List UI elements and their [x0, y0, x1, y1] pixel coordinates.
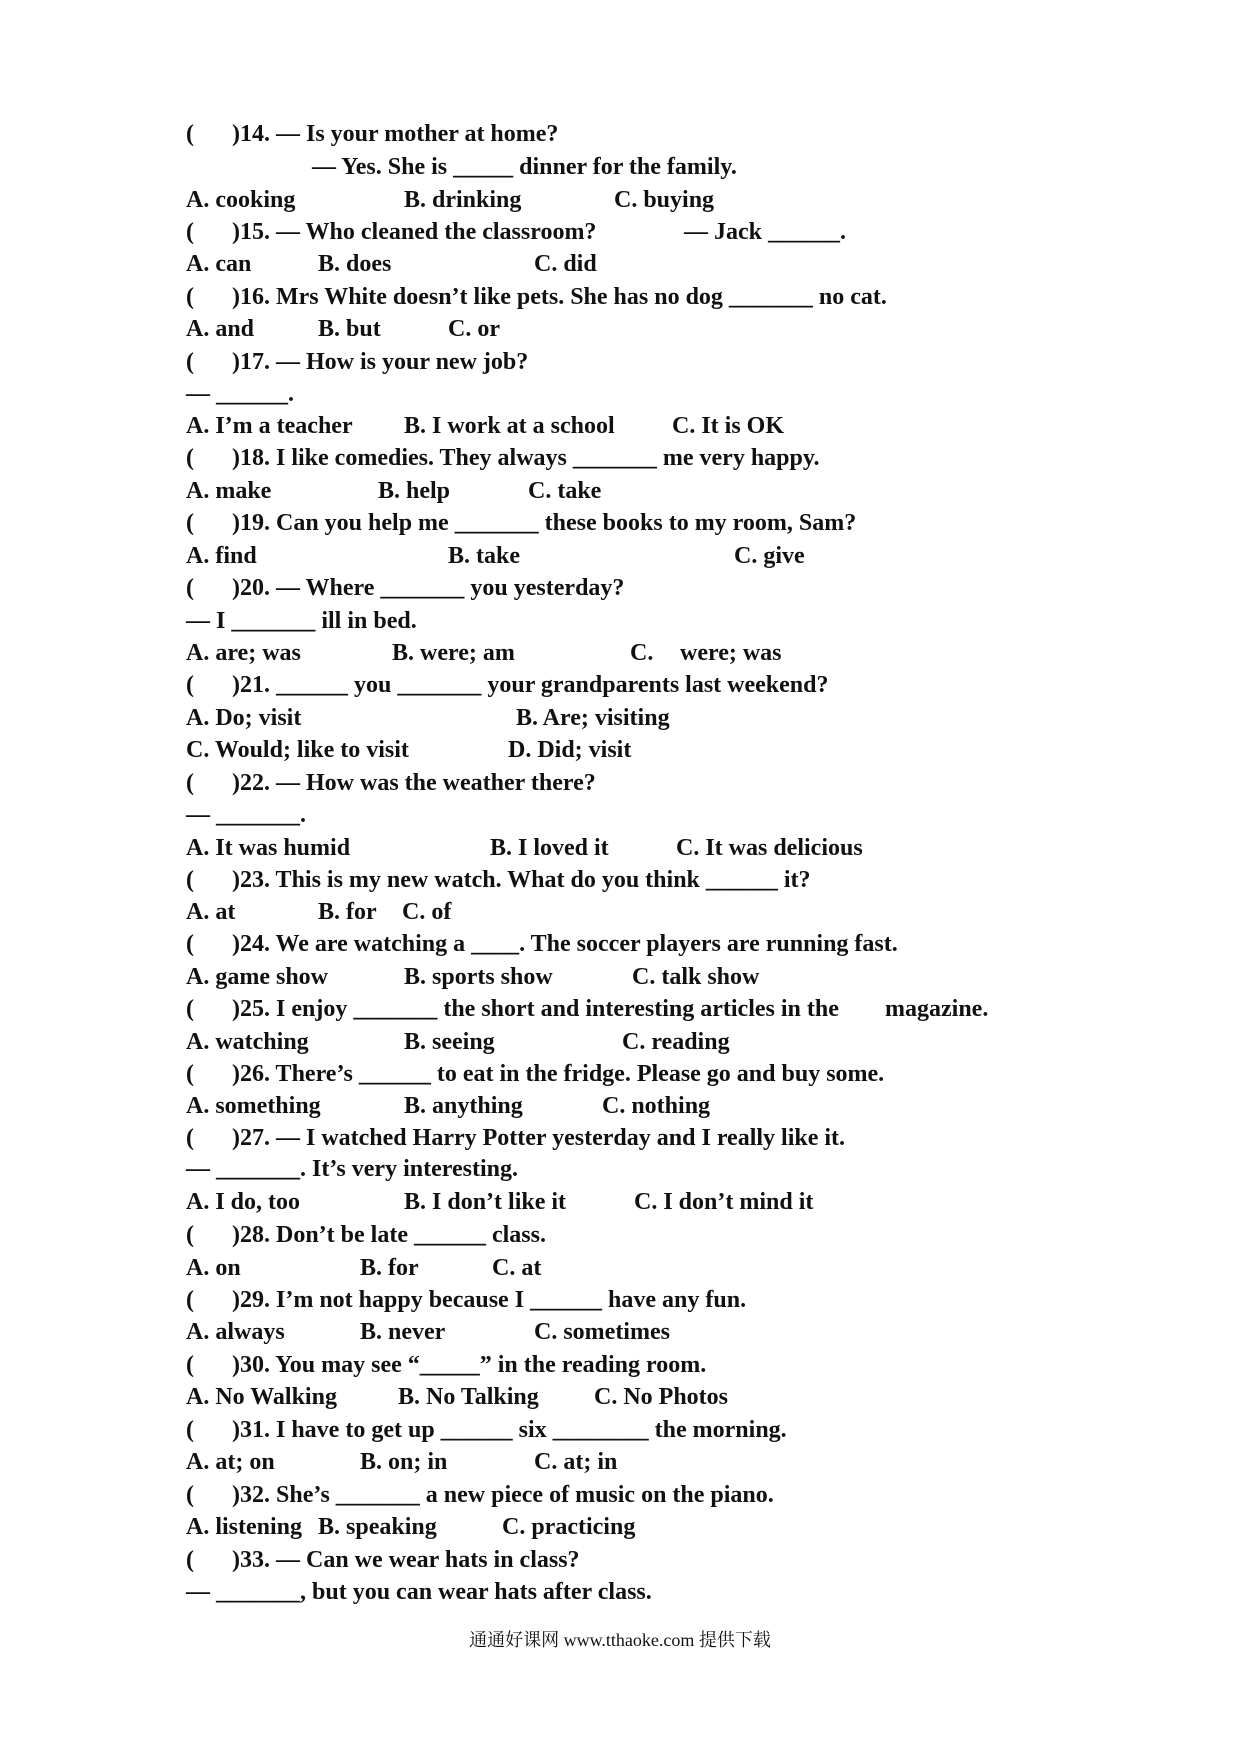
- option-a: A. Do; visit: [186, 705, 302, 731]
- option-b: B. drinking: [404, 187, 522, 213]
- answer-paren: (: [186, 510, 194, 536]
- question-14-dialogue: — Yes. She is _____ dinner for the family.: [312, 154, 737, 180]
- option-c: C. nothing: [602, 1093, 711, 1119]
- question-25-stem: )25. I enjoy _______ the short and interesting articles in the: [232, 996, 839, 1022]
- answer-paren: (: [186, 1482, 194, 1508]
- option-b: B. on; in: [360, 1449, 448, 1475]
- option-a: A. I’m a teacher: [186, 413, 353, 439]
- question-18-stem: )18. I like comedies. They always _______ me very happy.: [232, 445, 820, 471]
- option-b: B. No Talking: [398, 1384, 539, 1410]
- option-a: A. are; was: [186, 640, 301, 666]
- question-30-stem: )30. You may see “_____” in the reading room.: [232, 1352, 707, 1378]
- answer-paren: (: [186, 445, 194, 471]
- answer-paren: (: [186, 996, 194, 1022]
- option-b: B. take: [448, 543, 520, 569]
- option-c: C. or: [448, 316, 500, 342]
- option-b: B. I loved it: [490, 835, 609, 861]
- question-20-dialogue: — I _______ ill in bed.: [186, 608, 417, 634]
- option-c: C. sometimes: [534, 1319, 670, 1345]
- option-a: A. find: [186, 543, 257, 569]
- question-23-stem: )23. This is my new watch. What do you think ______ it?: [232, 867, 811, 893]
- option-b: B. anything: [404, 1093, 523, 1119]
- option-a: A. listening: [186, 1514, 303, 1540]
- answer-paren: (: [186, 672, 194, 698]
- option-c: C. It is OK: [672, 413, 785, 439]
- question-27-stem: )27. — I watched Harry Potter yesterday and I really like it.: [232, 1125, 846, 1151]
- answer-paren: (: [186, 575, 194, 601]
- option-b: B. speaking: [318, 1514, 437, 1540]
- question-27-dialogue: — _______. It’s very interesting.: [186, 1156, 518, 1182]
- option-a: A. watching: [186, 1029, 309, 1055]
- option-b: B. I don’t like it: [404, 1189, 567, 1215]
- question-24-stem: )24. We are watching a ____. The soccer players are running fast.: [232, 931, 898, 957]
- answer-paren: (: [186, 1352, 194, 1378]
- question-22-dialogue: — _______.: [186, 802, 306, 828]
- option-a: A. on: [186, 1255, 241, 1281]
- option-a: A. can: [186, 251, 252, 277]
- question-19-stem: )19. Can you help me _______ these books to my room, Sam?: [232, 510, 857, 536]
- option-c: C. take: [528, 478, 602, 504]
- option-a: A. and: [186, 316, 255, 342]
- option-a: A. No Walking: [186, 1384, 337, 1410]
- option-a: A. always: [186, 1319, 285, 1345]
- option-b: B. I work at a school: [404, 413, 615, 439]
- question-21-stem: )21. ______ you _______ your grandparents last weekend?: [232, 672, 829, 698]
- option-b: B. were; am: [392, 640, 515, 666]
- option-c-label: C.: [630, 640, 654, 666]
- question-28-stem: )28. Don’t be late ______ class.: [232, 1222, 546, 1248]
- question-22-stem: )22. — How was the weather there?: [232, 770, 596, 796]
- answer-paren: (: [186, 1061, 194, 1087]
- answer-paren: (: [186, 1287, 194, 1313]
- option-b: B. does: [318, 251, 392, 277]
- option-b: B. Are; visiting: [516, 705, 670, 731]
- option-c: C. I don’t mind it: [634, 1189, 814, 1215]
- option-a: A. at: [186, 899, 236, 925]
- answer-paren: (: [186, 1547, 194, 1573]
- option-b: B. but: [318, 316, 381, 342]
- option-c: C. Would; like to visit: [186, 737, 409, 763]
- page-footer: 通通好课网 www.tthaoke.com 提供下载: [469, 1630, 771, 1650]
- option-b: B. sports show: [404, 964, 553, 990]
- option-c: C. of: [402, 899, 452, 925]
- option-a: A. It was humid: [186, 835, 351, 861]
- option-c: C. at; in: [534, 1449, 618, 1475]
- option-a: A. make: [186, 478, 272, 504]
- option-c: C. buying: [614, 187, 715, 213]
- option-c: C. reading: [622, 1029, 730, 1055]
- question-26-stem: )26. There’s ______ to eat in the fridge. Please go and buy some.: [232, 1061, 885, 1087]
- answer-paren: (: [186, 1417, 194, 1443]
- question-15-stem: )15. — Who cleaned the classroom?: [232, 219, 597, 245]
- option-a: A. something: [186, 1093, 321, 1119]
- question-14-stem: )14. — Is your mother at home?: [232, 121, 559, 147]
- option-c: C. did: [534, 251, 597, 277]
- question-20-stem: )20. — Where _______ you yesterday?: [232, 575, 625, 601]
- question-29-stem: )29. I’m not happy because I ______ have any fun.: [232, 1287, 747, 1313]
- question-17-stem: )17. — How is your new job?: [232, 349, 529, 375]
- option-a: A. game show: [186, 964, 328, 990]
- answer-paren: (: [186, 931, 194, 957]
- option-b: B. for: [318, 899, 377, 925]
- option-c: were; was: [680, 640, 782, 666]
- answer-paren: (: [186, 770, 194, 796]
- question-15-answer: — Jack ______.: [684, 219, 846, 245]
- option-c: C. give: [734, 543, 805, 569]
- option-b: B. help: [378, 478, 451, 504]
- option-c: C. practicing: [502, 1514, 636, 1540]
- answer-paren: (: [186, 284, 194, 310]
- option-a: A. cooking: [186, 187, 296, 213]
- option-c: C. talk show: [632, 964, 760, 990]
- answer-paren: (: [186, 121, 194, 147]
- option-b: B. seeing: [404, 1029, 495, 1055]
- question-32-stem: )32. She’s _______ a new piece of music on the piano.: [232, 1482, 774, 1508]
- question-17-dialogue: — ______.: [186, 381, 294, 407]
- option-c: C. No Photos: [594, 1384, 729, 1410]
- option-a: A. I do, too: [186, 1189, 301, 1215]
- option-b: B. never: [360, 1319, 446, 1345]
- option-c: C. It was delicious: [676, 835, 863, 861]
- question-25-stem-end: magazine.: [885, 996, 989, 1022]
- answer-paren: (: [186, 867, 194, 893]
- answer-paren: (: [186, 349, 194, 375]
- option-d: D. Did; visit: [508, 737, 632, 763]
- option-a: A. at; on: [186, 1449, 275, 1475]
- option-c: C. at: [492, 1255, 542, 1281]
- answer-paren: (: [186, 1222, 194, 1248]
- question-31-stem: )31. I have to get up ______ six ________ the morning.: [232, 1417, 787, 1443]
- answer-paren: (: [186, 219, 194, 245]
- question-16-stem: )16. Mrs White doesn’t like pets. She has no dog _______ no cat.: [232, 284, 887, 310]
- question-33-dialogue: — _______, but you can wear hats after class.: [186, 1579, 652, 1605]
- option-b: B. for: [360, 1255, 419, 1281]
- answer-paren: (: [186, 1125, 194, 1151]
- question-33-stem: )33. — Can we wear hats in class?: [232, 1547, 580, 1573]
